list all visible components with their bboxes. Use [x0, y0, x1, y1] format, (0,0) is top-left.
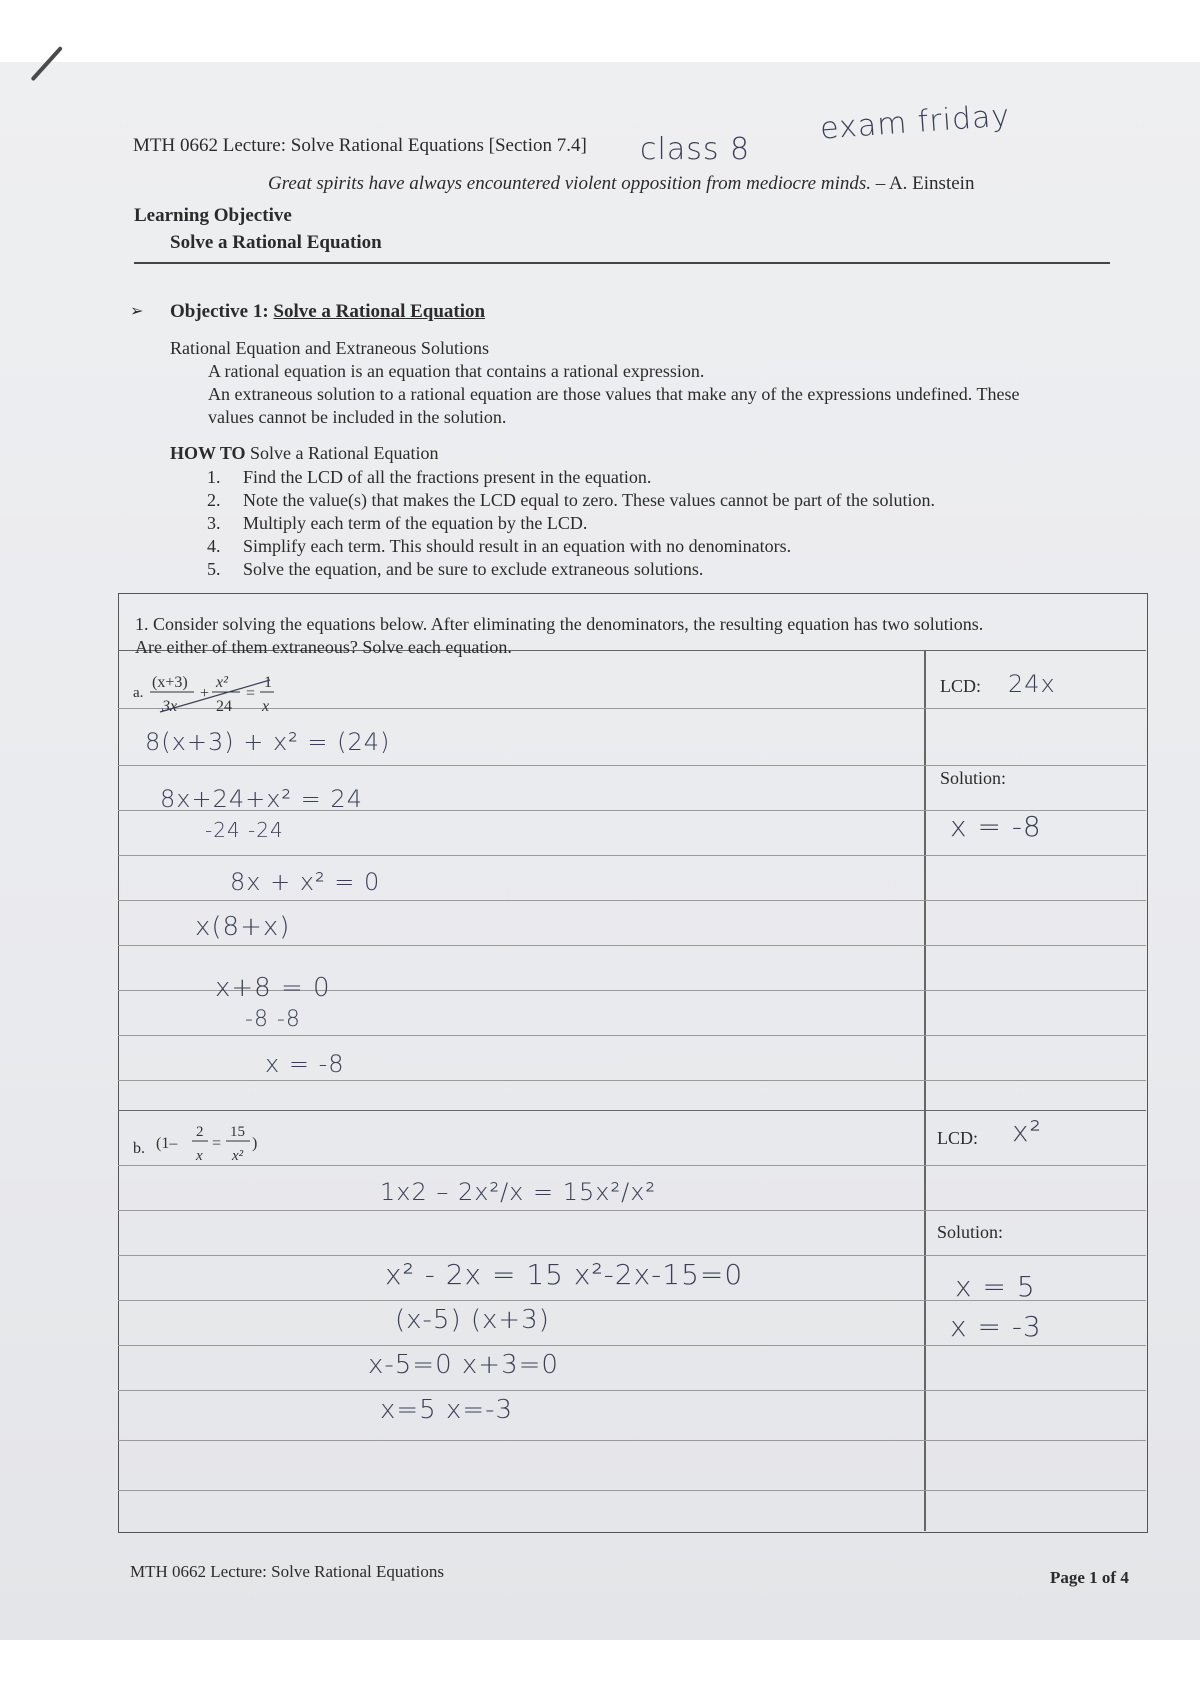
handwritten-class: class 8: [640, 132, 751, 167]
svg-text:=: =: [212, 1135, 222, 1152]
svg-text:x²: x²: [216, 674, 228, 691]
svg-text:(1–: (1–: [156, 1135, 178, 1152]
grid-line: [118, 945, 1146, 946]
svg-text:1: 1: [264, 674, 272, 691]
definition-line: A rational equation is an equation that contains a rational expression.: [208, 361, 705, 381]
lcd-b-value: x²: [1012, 1115, 1042, 1148]
grid-line: [118, 1490, 1146, 1491]
svg-text:(x+3): (x+3): [152, 674, 188, 691]
work-b-line: x-5=0 x+3=0: [368, 1350, 559, 1380]
step-number: 2.: [207, 490, 221, 510]
svg-text:x: x: [196, 1148, 203, 1164]
grid-line: [118, 1390, 1146, 1391]
work-a-line: x = -8: [265, 1050, 345, 1078]
svg-text:): ): [252, 1135, 258, 1152]
svg-text:24: 24: [216, 698, 232, 715]
footer-title: MTH 0662 Lecture: Solve Rational Equations: [130, 1562, 444, 1581]
solution-b-value: x = -3: [950, 1310, 1042, 1343]
learning-objective-item: Solve a Rational Equation: [170, 232, 382, 253]
howto-heading: [170, 443, 439, 464]
work-a-line: 8x+24+x² = 24: [160, 785, 363, 813]
svg-text:=: =: [246, 685, 256, 702]
grid-line: [118, 1110, 1146, 1111]
lcd-a-label: LCD:: [940, 676, 982, 696]
step-text: Multiply each term of the equation by the LCD.: [243, 513, 588, 533]
work-b-line: (x-5) (x+3): [395, 1305, 550, 1335]
howto-title: Solve a Rational Equation: [250, 443, 439, 463]
step-number: 1.: [207, 467, 221, 487]
howto-label: HOW TO: [170, 443, 246, 463]
part-a-label: a.: [133, 685, 144, 701]
svg-text:15: 15: [230, 1124, 245, 1140]
svg-text:x²: x²: [232, 1148, 244, 1164]
part-b-label: b.: [133, 1140, 145, 1157]
definition-line: An extraneous solution to a rational equation are those values that make any of the expressions undefined. These: [208, 384, 1020, 404]
step-number: 4.: [207, 536, 221, 556]
step-number: 5.: [207, 559, 221, 579]
objective-title: Solve a Rational Equation: [273, 301, 486, 322]
definition-line: values cannot be included in the solution.: [208, 407, 507, 427]
objective-heading: [170, 301, 485, 323]
step-text: Simplify each term. This should result in an equation with no denominators.: [243, 536, 792, 556]
header-divider: [134, 262, 1110, 264]
learning-objective-heading: Learning Objective: [134, 205, 292, 226]
equation-a-printed: [150, 670, 350, 727]
quote-text: Great spirits have always encountered violent opposition from mediocre minds.: [268, 173, 871, 194]
quote: [268, 173, 974, 195]
step-text: Note the value(s) that makes the LCD equal to zero. These values cannot be part of the solution.: [243, 490, 935, 510]
work-b-line: x=5 x=-3: [380, 1395, 514, 1425]
grid-line: [118, 1440, 1146, 1441]
work-a-line: x(8+x): [195, 912, 291, 942]
work-b-line: x² - 2x = 15 x²-2x-15=0: [385, 1258, 744, 1291]
equation-b-printed: [156, 1120, 276, 1175]
section-title: Rational Equation and Extraneous Solutions: [170, 338, 489, 358]
svg-text:x: x: [262, 698, 270, 715]
quote-author: – A. Einstein: [875, 173, 975, 194]
handwritten-note: exam friday: [819, 98, 1012, 147]
grid-line: [118, 1035, 1146, 1036]
lecture-title: MTH 0662 Lecture: Solve Rational Equations [Section 7.4]: [133, 135, 587, 156]
work-a-line: -24 -24: [205, 818, 284, 842]
lcd-b-label: LCD:: [937, 1128, 979, 1148]
step-number: 3.: [207, 513, 221, 533]
problem-prompt: 1. Consider solving the equations below. After eliminating the denominators, the resulting equation has two solutions.: [135, 614, 984, 634]
objective-label: Objective 1:: [170, 301, 269, 322]
svg-text:+: +: [200, 685, 210, 702]
step-text: Solve the equation, and be sure to exclude extraneous solutions.: [243, 559, 704, 579]
work-a-line: x+8 = 0: [215, 973, 331, 1003]
svg-text:3x: 3x: [162, 698, 178, 715]
grid-line: [118, 1080, 1146, 1081]
problem-prompt: Are either of them extraneous? Solve each equation.: [135, 637, 512, 657]
grid-line: [118, 765, 1146, 766]
grid-line: [118, 1255, 1146, 1256]
equation-a-fractions: [150, 670, 350, 722]
equation-b-fractions: [156, 1120, 276, 1170]
work-a-line: -8 -8: [245, 1007, 301, 1032]
work-a-line: 8(x+3) + x² = (24): [145, 728, 391, 756]
grid-line: [118, 855, 1146, 856]
solution-b-label: Solution:: [937, 1222, 1004, 1242]
work-a-line: 8x + x² = 0: [230, 868, 381, 896]
solution-a-value: x = -8: [950, 810, 1042, 843]
work-b-line: 1x2 – 2x²/x = 15x²/x²: [380, 1178, 657, 1206]
solution-a-label: Solution:: [940, 768, 1007, 788]
page-number: Page 1 of 4: [1050, 1568, 1129, 1587]
svg-text:2: 2: [196, 1124, 204, 1140]
lcd-a-value: 24x: [1008, 670, 1056, 698]
answer-column-divider: [924, 650, 926, 1531]
grid-line: [118, 900, 1146, 901]
grid-line: [118, 1210, 1146, 1211]
bullet-arrow-icon: ➢: [130, 303, 144, 320]
solution-b-value: x = 5: [955, 1270, 1036, 1303]
grid-line: [118, 1345, 1146, 1346]
step-text: Find the LCD of all the fractions present in the equation.: [243, 467, 652, 487]
